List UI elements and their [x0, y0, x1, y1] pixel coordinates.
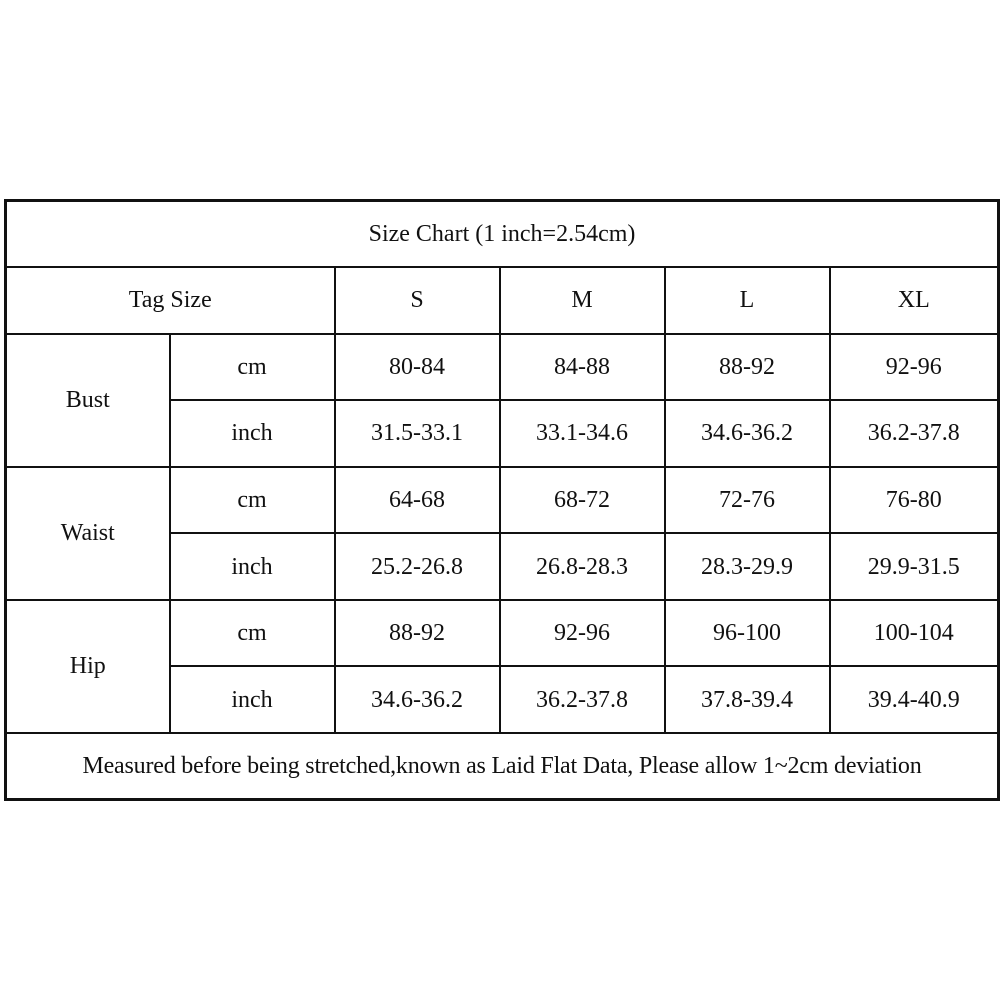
tag-size-label: Tag Size [6, 267, 335, 334]
table-cell: 96-100 [665, 600, 830, 667]
hip-label: Hip [6, 600, 170, 733]
size-header-l: L [665, 267, 830, 334]
table-cell: 80-84 [335, 334, 500, 401]
unit-label: cm [170, 467, 335, 534]
hip-cm-row [6, 600, 999, 667]
table-title: Size Chart (1 inch=2.54cm) [6, 201, 999, 268]
table-cell: 76-80 [830, 467, 999, 534]
unit-label: cm [170, 600, 335, 667]
table-cell: 92-96 [500, 600, 665, 667]
table-cell: 88-92 [335, 600, 500, 667]
table-cell: 34.6-36.2 [665, 400, 830, 467]
title-row [6, 201, 999, 268]
unit-label: inch [170, 666, 335, 733]
table-cell: 39.4-40.9 [830, 666, 999, 733]
size-chart-table [4, 199, 1000, 801]
table-cell: 36.2-37.8 [500, 666, 665, 733]
table-cell: 37.8-39.4 [665, 666, 830, 733]
table-cell: 84-88 [500, 334, 665, 401]
bust-cm-row [6, 334, 999, 401]
table-cell: 36.2-37.8 [830, 400, 999, 467]
unit-label: inch [170, 533, 335, 600]
header-row [6, 267, 999, 334]
table-cell: 25.2-26.8 [335, 533, 500, 600]
table-cell: 33.1-34.6 [500, 400, 665, 467]
measurement-note: Measured before being stretched,known as Laid Flat Data, Please allow 1~2cm deviation [6, 733, 999, 800]
size-header-xl: XL [830, 267, 999, 334]
size-header-s: S [335, 267, 500, 334]
table-cell: 29.9-31.5 [830, 533, 999, 600]
table-cell: 100-104 [830, 600, 999, 667]
table-cell: 88-92 [665, 334, 830, 401]
unit-label: cm [170, 334, 335, 401]
table-cell: 64-68 [335, 467, 500, 534]
table-cell: 31.5-33.1 [335, 400, 500, 467]
table-cell: 68-72 [500, 467, 665, 534]
bust-label: Bust [6, 334, 170, 467]
table-cell: 28.3-29.9 [665, 533, 830, 600]
table-cell: 34.6-36.2 [335, 666, 500, 733]
unit-label: inch [170, 400, 335, 467]
waist-label: Waist [6, 467, 170, 600]
size-header-m: M [500, 267, 665, 334]
table-cell: 92-96 [830, 334, 999, 401]
note-row [6, 733, 999, 800]
table-cell: 72-76 [665, 467, 830, 534]
table-cell: 26.8-28.3 [500, 533, 665, 600]
waist-cm-row [6, 467, 999, 534]
